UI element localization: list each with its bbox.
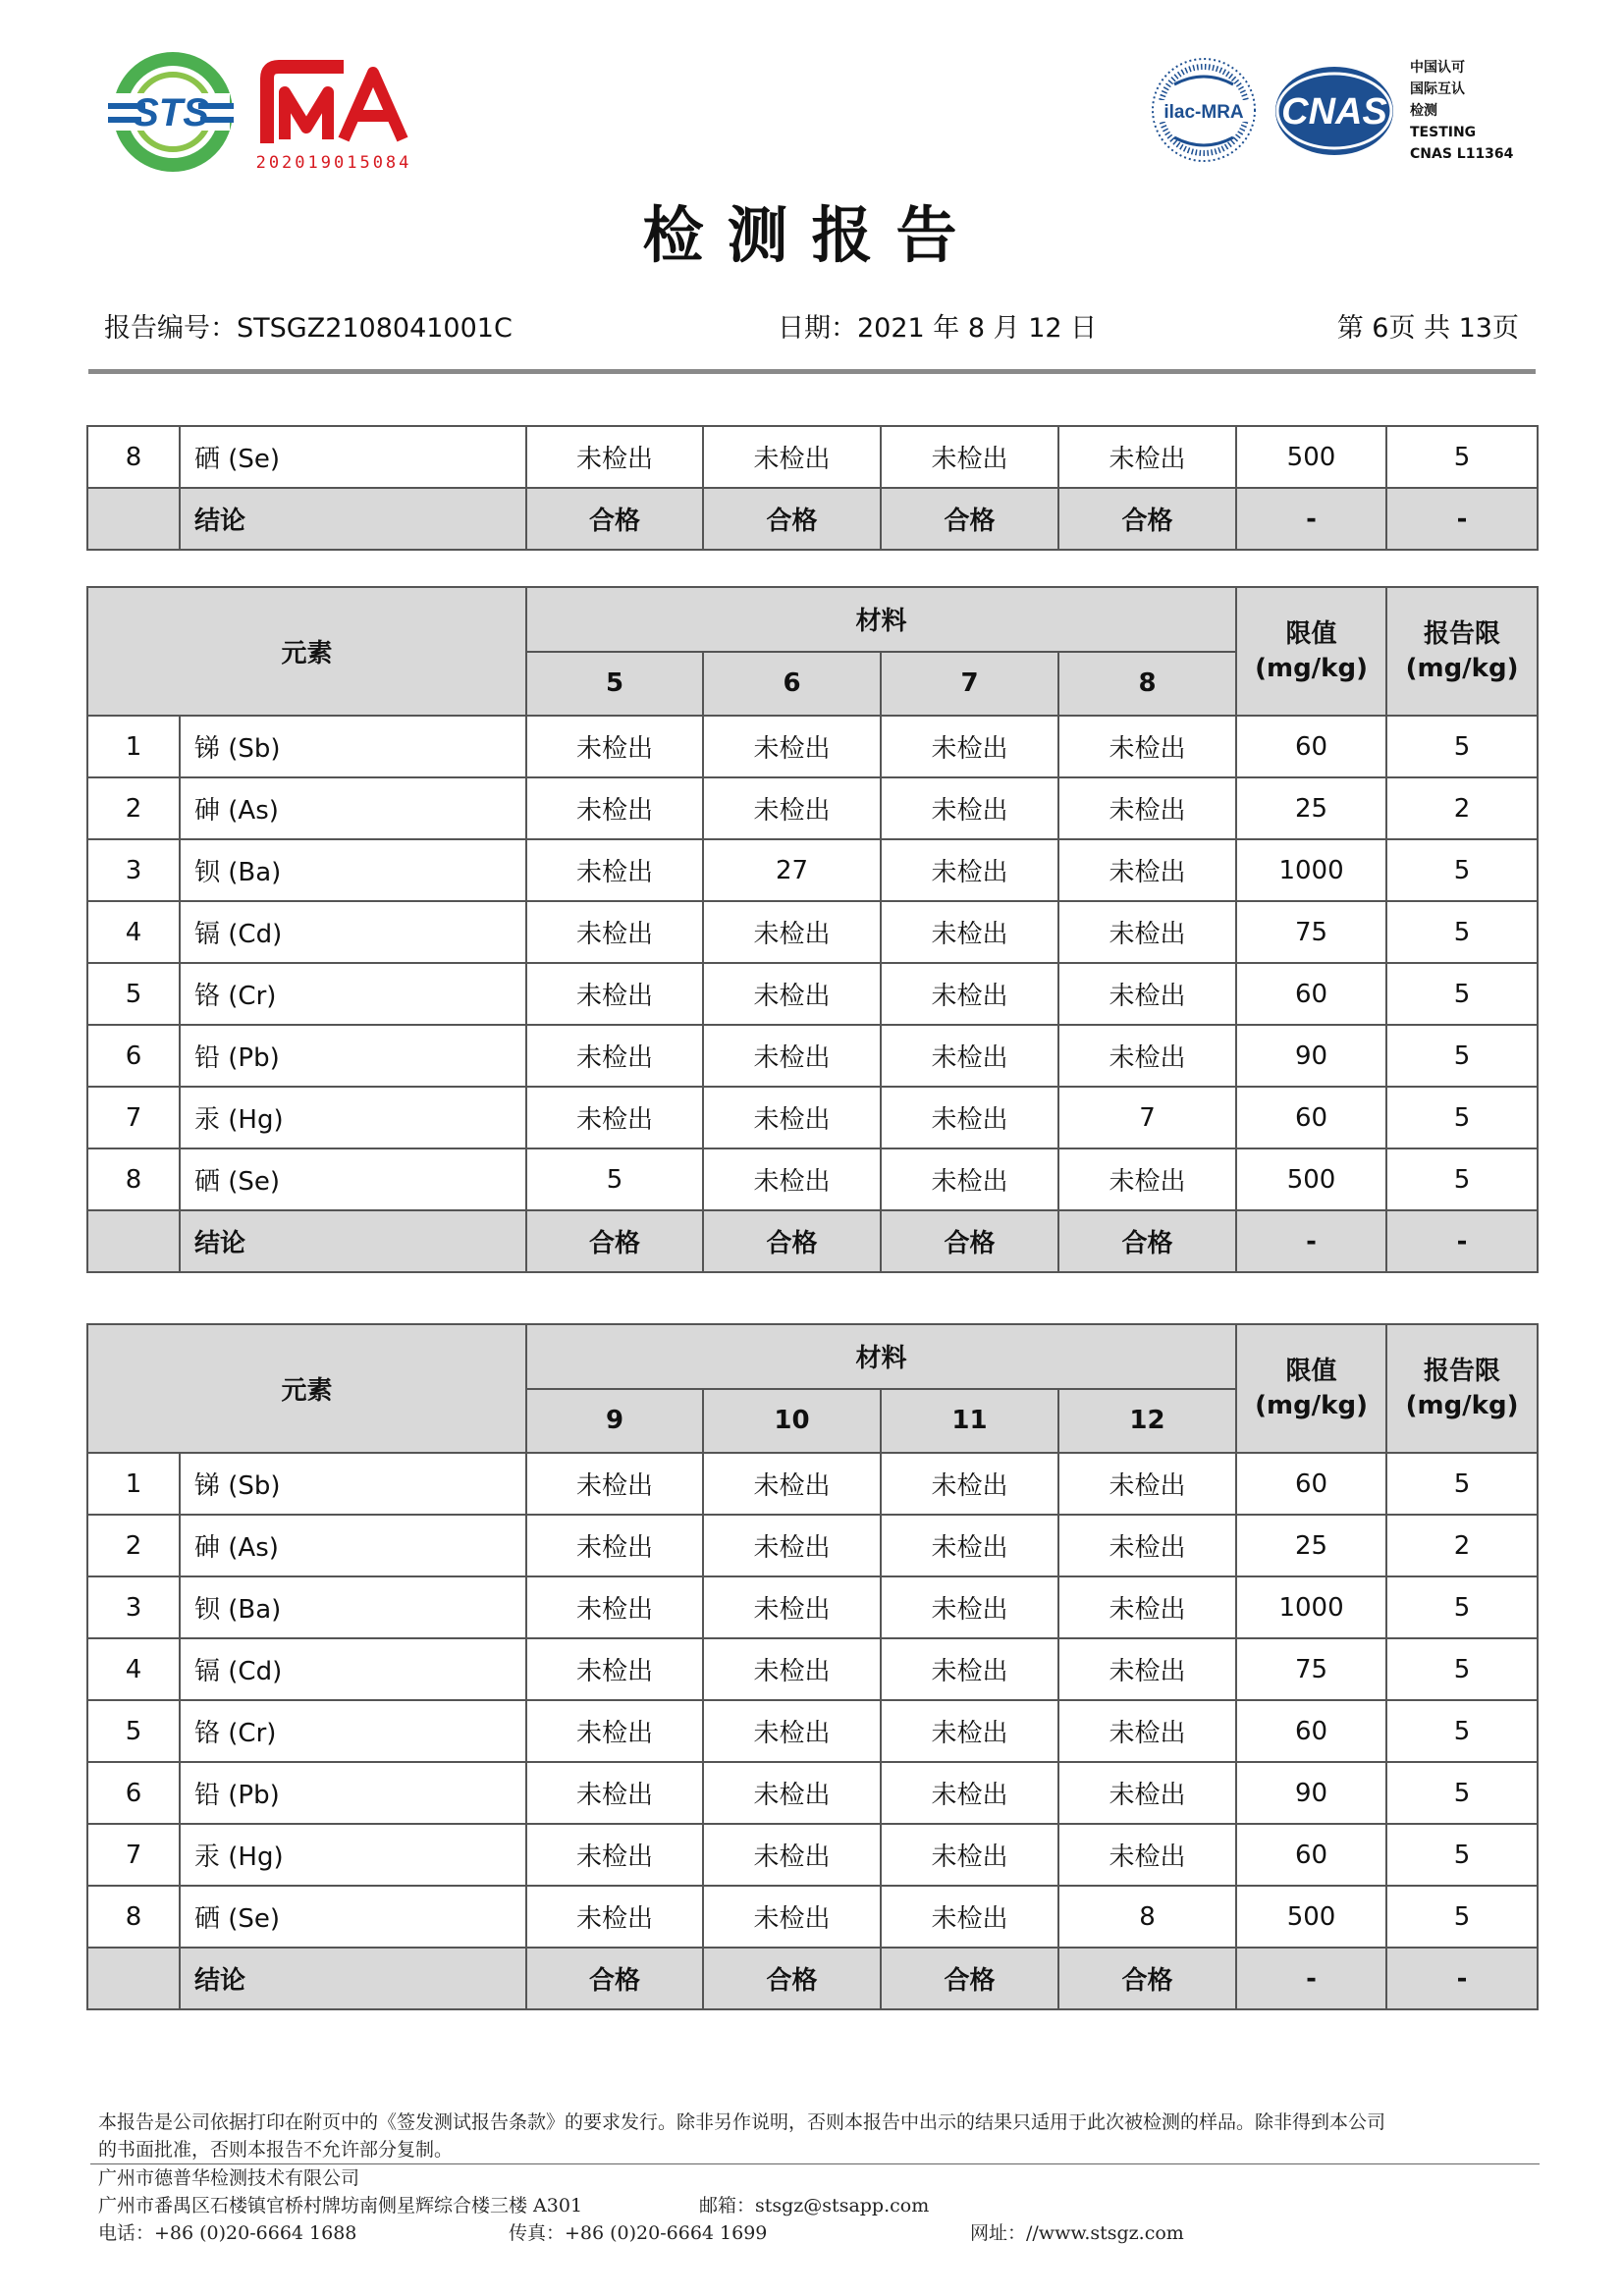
- report-limit-cell: 5: [1386, 1576, 1538, 1638]
- table-row: [87, 963, 1538, 1025]
- limit-cell: 75: [1236, 1638, 1386, 1700]
- conclusion-report-limit-cell: -: [1386, 1948, 1538, 2009]
- fax-contact: 传真：+86 (0)20-6664 1699: [509, 2222, 768, 2244]
- result-cell: 未检出: [881, 1453, 1058, 1515]
- result-cell: 未检出: [881, 1700, 1058, 1762]
- result-cell: 未检出: [703, 777, 881, 839]
- result-cell: 未检出: [703, 1638, 881, 1700]
- element-name-cell: 汞 (Hg): [180, 1824, 526, 1886]
- conclusion-limit-cell: -: [1236, 488, 1386, 550]
- report-limit-cell: 5: [1386, 1886, 1538, 1948]
- result-cell: 未检出: [881, 1886, 1058, 1948]
- table-row: [87, 1886, 1538, 1948]
- result-cell: 未检出: [526, 1700, 703, 1762]
- row-number-cell: 3: [87, 1576, 180, 1638]
- disclaimer-line-2: 的书面批准，否则本报告不允许部分复制。: [98, 2139, 454, 2161]
- result-cell: 未检出: [703, 1762, 881, 1824]
- report-limit-cell: 5: [1386, 1700, 1538, 1762]
- result-cell: 未检出: [1058, 839, 1236, 901]
- material-header: 材料: [526, 587, 1236, 652]
- website-contact: 网址：//www.stsgz.com: [970, 2222, 1184, 2244]
- row-number-cell: 1: [87, 716, 180, 777]
- conclusion-result-cell: 合格: [703, 1210, 881, 1272]
- result-cell: 未检出: [1058, 1700, 1236, 1762]
- conclusion-limit-cell: -: [1236, 1210, 1386, 1272]
- result-cell: 未检出: [526, 1762, 703, 1824]
- result-cell: 未检出: [526, 1087, 703, 1148]
- report-limit-cell: 5: [1386, 1148, 1538, 1210]
- limit-header: [1236, 1324, 1386, 1453]
- result-cell: 未检出: [703, 901, 881, 963]
- limit-cell: 25: [1236, 777, 1386, 839]
- limit-cell: 1000: [1236, 1576, 1386, 1638]
- row-number-cell: 8: [87, 1886, 180, 1948]
- result-cell: 未检出: [1058, 777, 1236, 839]
- report-limit-cell: 5: [1386, 1087, 1538, 1148]
- result-cell: 未检出: [881, 901, 1058, 963]
- limit-cell: 25: [1236, 1515, 1386, 1576]
- report-date-value: 2021 年 8 月 12 日: [857, 313, 1098, 344]
- result-cell: 未检出: [526, 901, 703, 963]
- limit-cell: 75: [1236, 901, 1386, 963]
- element-name-cell: 钡 (Ba): [180, 1576, 526, 1638]
- result-cell: 未检出: [526, 1886, 703, 1948]
- limit-cell: 60: [1236, 716, 1386, 777]
- ilac-mra-logo: [1149, 55, 1259, 165]
- results-table-body: [87, 1453, 1538, 2009]
- report-limit-cell: 5: [1386, 901, 1538, 963]
- result-cell: 27: [703, 839, 881, 901]
- report-limit-cell: 2: [1386, 777, 1538, 839]
- conclusion-number-cell: [87, 488, 180, 550]
- company-address: 广州市番禺区石楼镇官桥村牌坊南侧星辉综合楼三楼 A301: [98, 2195, 583, 2216]
- result-cell: 未检出: [526, 1025, 703, 1087]
- row-number-cell: 6: [87, 1762, 180, 1824]
- report-limit-cell: 2: [1386, 1515, 1538, 1576]
- cnas-text-line: CNAS L11364: [1410, 146, 1514, 162]
- report-limit-unit: (mg/kg): [1405, 653, 1519, 683]
- row-number-cell: 8: [87, 1148, 180, 1210]
- element-name-cell: 铬 (Cr): [180, 1700, 526, 1762]
- header-divider: [88, 369, 1536, 374]
- result-cell: 未检出: [1058, 1638, 1236, 1700]
- result-cell: 未检出: [881, 1148, 1058, 1210]
- element-name-cell: 汞 (Hg): [180, 1087, 526, 1148]
- result-cell: 未检出: [703, 1025, 881, 1087]
- limit-header: [1236, 587, 1386, 716]
- conclusion-limit-cell: -: [1236, 1948, 1386, 2009]
- limit-unit: (mg/kg): [1255, 653, 1368, 683]
- result-cell: 未检出: [881, 839, 1058, 901]
- report-limit-cell: 5: [1386, 426, 1538, 488]
- table-row: [87, 1824, 1538, 1886]
- row-number-cell: 8: [87, 426, 180, 488]
- page-footer: [98, 2109, 1532, 2247]
- limit-label: 限值: [1285, 618, 1337, 649]
- limit-cell: 500: [1236, 1148, 1386, 1210]
- report-date: [778, 306, 1097, 345]
- result-cell: 未检出: [881, 1576, 1058, 1638]
- row-number-cell: 7: [87, 1087, 180, 1148]
- contact-line: [98, 2219, 1532, 2247]
- element-name-cell: 硒 (Se): [180, 426, 526, 488]
- element-name-cell: 钡 (Ba): [180, 839, 526, 901]
- conclusion-result-cell: 合格: [1058, 488, 1236, 550]
- result-cell: 未检出: [526, 426, 703, 488]
- email-contact: 邮箱：stsgz@stsapp.com: [699, 2195, 930, 2216]
- material-header: 材料: [526, 1324, 1236, 1389]
- result-cell: 未检出: [526, 1824, 703, 1886]
- limit-cell: 60: [1236, 963, 1386, 1025]
- element-name-cell: 硒 (Se): [180, 1886, 526, 1948]
- material-number-header: 7: [881, 652, 1058, 717]
- phone-contact: 电话：+86 (0)20-6664 1688: [98, 2222, 357, 2244]
- svg-text:CNAS: CNAS: [1281, 91, 1387, 133]
- cnas-accreditation-text: [1410, 57, 1518, 165]
- limit-cell: 1000: [1236, 839, 1386, 901]
- limit-cell: 60: [1236, 1824, 1386, 1886]
- table-row: [87, 1762, 1538, 1824]
- result-cell: 未检出: [881, 1824, 1058, 1886]
- row-number-cell: 1: [87, 1453, 180, 1515]
- svg-text:STS: STS: [133, 91, 209, 134]
- material-number-header: 12: [1058, 1389, 1236, 1454]
- report-limit-cell: 5: [1386, 716, 1538, 777]
- conclusion-result-cell: 合格: [703, 1948, 881, 2009]
- element-name-cell: 铅 (Pb): [180, 1762, 526, 1824]
- report-limit-cell: 5: [1386, 1638, 1538, 1700]
- report-title: 检测报告: [642, 199, 981, 271]
- report-limit-header: [1386, 1324, 1538, 1453]
- result-cell: 未检出: [1058, 1576, 1236, 1638]
- report-number-value: STSGZ2108041001C: [237, 313, 513, 344]
- table-row: [87, 777, 1538, 839]
- result-cell: 未检出: [526, 777, 703, 839]
- table-row: [87, 1700, 1538, 1762]
- element-name-cell: 锑 (Sb): [180, 1453, 526, 1515]
- row-number-cell: 5: [87, 963, 180, 1025]
- limit-cell: 90: [1236, 1025, 1386, 1087]
- result-cell: 未检出: [1058, 1824, 1236, 1886]
- result-cell: 未检出: [703, 426, 881, 488]
- result-cell: 5: [526, 1148, 703, 1210]
- element-name-cell: 镉 (Cd): [180, 901, 526, 963]
- sts-logo: [102, 51, 240, 173]
- cnas-logo: [1271, 63, 1398, 159]
- limit-unit: (mg/kg): [1255, 1390, 1368, 1420]
- conclusion-result-cell: 合格: [881, 488, 1058, 550]
- result-cell: 未检出: [703, 1453, 881, 1515]
- limit-cell: 90: [1236, 1762, 1386, 1824]
- cnas-text-line: 国际互认: [1410, 81, 1465, 97]
- result-cell: 未检出: [703, 963, 881, 1025]
- conclusion-result-cell: 合格: [526, 488, 703, 550]
- limit-cell: 500: [1236, 426, 1386, 488]
- conclusion-number-cell: [87, 1210, 180, 1272]
- element-header: 元素: [87, 587, 526, 716]
- result-cell: 未检出: [526, 1453, 703, 1515]
- result-cell: 未检出: [703, 1087, 881, 1148]
- result-cell: 未检出: [526, 1515, 703, 1576]
- result-cell: 未检出: [881, 963, 1058, 1025]
- table-row: [87, 1025, 1538, 1087]
- row-number-cell: 6: [87, 1025, 180, 1087]
- report-date-label: 日期：: [778, 313, 857, 344]
- table-row: [87, 839, 1538, 901]
- result-cell: 未检出: [1058, 426, 1236, 488]
- result-cell: 未检出: [881, 426, 1058, 488]
- conclusion-result-cell: 合格: [881, 1210, 1058, 1272]
- table-row: [87, 1638, 1538, 1700]
- row-number-cell: 4: [87, 901, 180, 963]
- result-cell: 未检出: [703, 1700, 881, 1762]
- conclusion-label-cell: 结论: [180, 488, 526, 550]
- table-row: [87, 1087, 1538, 1148]
- element-name-cell: 镉 (Cd): [180, 1638, 526, 1700]
- results-table-body: [87, 426, 1538, 550]
- conclusion-result-cell: 合格: [881, 1948, 1058, 2009]
- result-cell: 未检出: [526, 1576, 703, 1638]
- result-cell: 未检出: [526, 839, 703, 901]
- material-number-header: 5: [526, 652, 703, 717]
- result-cell: 未检出: [881, 1638, 1058, 1700]
- table-row: [87, 426, 1538, 488]
- report-limit-cell: 5: [1386, 1025, 1538, 1087]
- result-cell: 未检出: [703, 1515, 881, 1576]
- conclusion-result-cell: 合格: [526, 1210, 703, 1272]
- table-row: [87, 901, 1538, 963]
- result-cell: 未检出: [1058, 901, 1236, 963]
- element-name-cell: 铬 (Cr): [180, 963, 526, 1025]
- material-number-header: 8: [1058, 652, 1236, 717]
- conclusion-result-cell: 合格: [1058, 1948, 1236, 2009]
- table-row: [87, 1453, 1538, 1515]
- row-number-cell: 7: [87, 1824, 180, 1886]
- result-cell: 未检出: [1058, 1762, 1236, 1824]
- row-number-cell: 3: [87, 839, 180, 901]
- report-limit-label: 报告限: [1424, 1356, 1501, 1386]
- page-info: 第 6页 共 13页: [1336, 313, 1519, 344]
- result-cell: 未检出: [526, 963, 703, 1025]
- result-cell: 未检出: [1058, 1148, 1236, 1210]
- result-cell: 未检出: [1058, 1515, 1236, 1576]
- row-number-cell: 2: [87, 1515, 180, 1576]
- result-cell: 未检出: [881, 1515, 1058, 1576]
- report-limit-cell: 5: [1386, 839, 1538, 901]
- report-number-label: 报告编号：: [104, 313, 237, 344]
- conclusion-row: [87, 1948, 1538, 2009]
- result-cell: 未检出: [703, 1886, 881, 1948]
- element-name-cell: 砷 (As): [180, 777, 526, 839]
- limit-cell: 60: [1236, 1087, 1386, 1148]
- result-cell: 未检出: [526, 1638, 703, 1700]
- row-number-cell: 4: [87, 1638, 180, 1700]
- limit-cell: 500: [1236, 1886, 1386, 1948]
- result-cell: 未检出: [881, 1025, 1058, 1087]
- result-cell: 未检出: [881, 1762, 1058, 1824]
- report-limit-cell: 5: [1386, 1762, 1538, 1824]
- disclaimer-line-1: 本报告是公司依据打印在附页中的《签发测试报告条款》的要求发行。除非另作说明，否则本报告中出示的结果只适用于此次被检测的样品。除非得到本公司: [98, 2111, 1386, 2133]
- result-cell: 未检出: [881, 716, 1058, 777]
- report-limit-header: [1386, 587, 1538, 716]
- report-limit-unit: (mg/kg): [1405, 1390, 1519, 1420]
- material-number-header: 9: [526, 1389, 703, 1454]
- report-limit-cell: 5: [1386, 1453, 1538, 1515]
- conclusion-label-cell: 结论: [180, 1210, 526, 1272]
- conclusion-report-limit-cell: -: [1386, 488, 1538, 550]
- element-name-cell: 锑 (Sb): [180, 716, 526, 777]
- cnas-text-line: 中国认可: [1410, 60, 1465, 76]
- table-row: [87, 1148, 1538, 1210]
- report-limit-label: 报告限: [1424, 618, 1501, 649]
- company-name: 广州市德普华检测技术有限公司: [98, 2167, 360, 2189]
- row-number-cell: 5: [87, 1700, 180, 1762]
- result-cell: 未检出: [1058, 1453, 1236, 1515]
- cma-certificate-number: 202019015084: [255, 153, 412, 173]
- limit-label: 限值: [1285, 1356, 1337, 1386]
- element-name-cell: 铅 (Pb): [180, 1025, 526, 1087]
- conclusion-row: [87, 1210, 1538, 1272]
- report-limit-cell: 5: [1386, 963, 1538, 1025]
- conclusion-row: [87, 488, 1538, 550]
- result-cell: 未检出: [703, 1824, 881, 1886]
- cnas-text-line: 检测: [1410, 103, 1437, 119]
- result-cell: 未检出: [703, 1576, 881, 1638]
- table-row: [87, 1576, 1538, 1638]
- result-cell: 未检出: [703, 716, 881, 777]
- conclusion-label-cell: 结论: [180, 1948, 526, 2009]
- table-row: [87, 1515, 1538, 1576]
- conclusion-number-cell: [87, 1948, 180, 2009]
- result-cell: 未检出: [881, 777, 1058, 839]
- svg-text:ilac-MRA: ilac-MRA: [1163, 102, 1244, 123]
- element-name-cell: 硒 (Se): [180, 1148, 526, 1210]
- result-cell: 未检出: [526, 716, 703, 777]
- result-cell: 8: [1058, 1886, 1236, 1948]
- results-table-materials-9-12: [86, 1323, 1539, 2010]
- row-number-cell: 2: [87, 777, 180, 839]
- cnas-text-line: TESTING: [1410, 125, 1477, 140]
- material-number-header: 6: [703, 652, 881, 717]
- report-limit-cell: 5: [1386, 1824, 1538, 1886]
- conclusion-report-limit-cell: -: [1386, 1210, 1538, 1272]
- conclusion-result-cell: 合格: [526, 1948, 703, 2009]
- result-cell: 未检出: [1058, 963, 1236, 1025]
- result-cell: 未检出: [881, 1087, 1058, 1148]
- address-line: [98, 2192, 1532, 2219]
- result-cell: 未检出: [1058, 1025, 1236, 1087]
- result-cell: 未检出: [703, 1148, 881, 1210]
- material-number-header: 11: [881, 1389, 1058, 1454]
- result-cell: 7: [1058, 1087, 1236, 1148]
- table-row: [87, 716, 1538, 777]
- limit-cell: 60: [1236, 1453, 1386, 1515]
- element-header: 元素: [87, 1324, 526, 1453]
- limit-cell: 60: [1236, 1700, 1386, 1762]
- results-table-materials-5-8: [86, 586, 1539, 1273]
- report-number: [104, 306, 513, 345]
- results-table-continued: [86, 425, 1539, 551]
- conclusion-result-cell: 合格: [703, 488, 881, 550]
- element-name-cell: 砷 (As): [180, 1515, 526, 1576]
- results-table-body: [87, 716, 1538, 1272]
- conclusion-result-cell: 合格: [1058, 1210, 1236, 1272]
- material-number-header: 10: [703, 1389, 881, 1454]
- result-cell: 未检出: [1058, 716, 1236, 777]
